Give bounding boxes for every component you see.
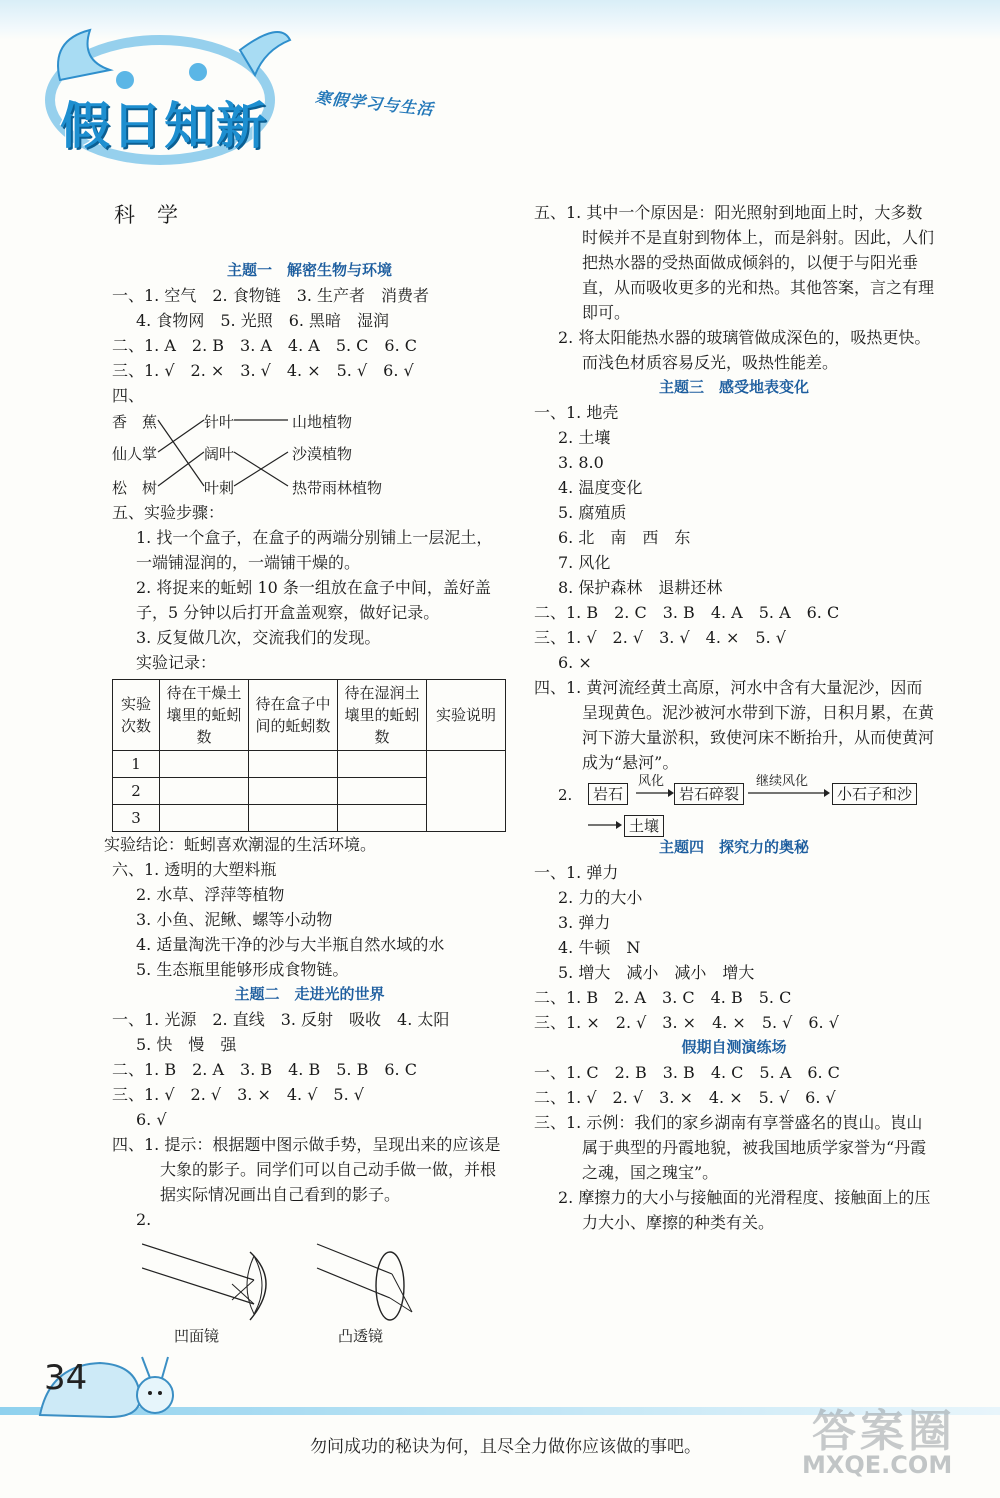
- record-label: 实验记录：: [136, 653, 217, 672]
- t4-q3: 三、1. × 2. √ 3. × 4. × 5. √ 6. √: [534, 1013, 839, 1032]
- t3-q1-5: 5. 腐殖质: [558, 503, 627, 522]
- t4-q1-5: 5. 增大 减小 减小 增大: [558, 963, 755, 982]
- theme3-title: 主题三 感受地表变化: [658, 378, 809, 396]
- t4-q1-3: 3. 弹力: [558, 913, 611, 932]
- t3-q1-3: 3. 8.0: [558, 453, 604, 472]
- t3-q1-1: 一、1. 地壳: [534, 403, 619, 422]
- footer-motto: 勿问成功的秘诀为何，且尽全力做你应该做的事吧。: [310, 1437, 701, 1457]
- table-cell: 1: [113, 751, 160, 778]
- t2-q2: 二、1. B 2. A 3. B 4. B 5. B 6. C: [112, 1060, 417, 1079]
- mirror-diagram: [112, 1232, 507, 1352]
- t3-q1-2: 2. 土壤: [558, 428, 611, 447]
- p-q3-2: 2. 摩擦力的大小与接触面的光滑程度、接触面上的压力大小、摩擦的种类有关。: [558, 1188, 931, 1232]
- t4-q1-4: 4. 牛顿 N: [558, 938, 641, 957]
- chain-rock: 岩石: [588, 783, 628, 805]
- plant-2: 仙人掌: [112, 445, 158, 463]
- table-header: 待在盒子中间的蚯蚓数: [249, 680, 338, 751]
- t1-q6-3: 3. 小鱼、泥鳅、螺等小动物: [136, 910, 333, 929]
- matching-diagram: [112, 408, 507, 500]
- t2-q4-2: 2.: [136, 1210, 152, 1229]
- t1-q5: 五、实验步骤：: [112, 503, 225, 522]
- table-cell: 2: [113, 778, 160, 805]
- left-column: [104, 200, 507, 1352]
- t1-q6-4: 4. 适量淘洗干净的沙与大半瓶自然水域的水: [136, 935, 445, 954]
- t1-q3: 三、1. √ 2. × 3. √ 4. × 5. √ 6. √: [112, 361, 414, 380]
- logo-title: 假日知新: [60, 97, 268, 155]
- t3-q2: 二、1. B 2. C 3. B 4. A 5. A 6. C: [534, 603, 840, 622]
- mirror-drawing: [142, 1232, 442, 1327]
- theme1-title: 主题一 解密生物与环境: [226, 261, 392, 279]
- t1-q4: 四、: [112, 386, 145, 405]
- t2-q4-1: 四、1. 提示：根据题中图示做手势，呈现出来的应该是大象的影子。同学们可以自己动手做一做，并根据实际情况画出自己看到的影子。: [112, 1135, 501, 1204]
- t1-q1b: 4. 食物网 5. 光照 6. 黑暗 湿润: [136, 311, 390, 330]
- leaf-2: 阔叶: [204, 445, 235, 463]
- t1-q2: 二、1. A 2. B 3. A 4. A 5. C 6. C: [112, 336, 418, 355]
- t2-q3b: 6. √: [136, 1110, 167, 1129]
- table-row: [113, 751, 506, 778]
- leaf-1: 针叶: [204, 413, 235, 431]
- t4-q1-2: 2. 力的大小: [558, 888, 643, 907]
- table-cell: 3: [113, 805, 160, 832]
- chain-stones: 小石子和沙: [832, 783, 917, 805]
- step-2: 2. 将捉来的蚯蚓 10 条一组放在盒子中间，盖好盖子，5 分钟以后打开盒盖观察，做好记录。: [136, 578, 491, 622]
- r-q5-2: 2. 将太阳能热水器的玻璃管做成深色的，吸热更快。而浅色材质容易反光，吸热性能差。: [558, 328, 931, 372]
- step-1: 1. 找一个盒子，在盒子的两端分别铺上一层泥土，一端铺湿润的，一端铺干燥的。: [136, 528, 493, 572]
- r-q5-1: 五、1. 其中一个原因是：阳光照射到地面上时，大多数时候并不是直射到物体上，而是斜射。因此，人们把热水器的受热面做成倾斜的，以便于与阳光垂直，从而吸收更多的光和热。其他答案，言之有理即可。: [534, 203, 935, 322]
- t1-q1a: 一、1. 空气 2. 食物链 3. 生产者 消费者: [112, 286, 430, 305]
- t3-q1-7: 7. 风化: [558, 553, 611, 572]
- table-header-row: [113, 680, 506, 751]
- convex-lens-label: 凸透镜: [338, 1327, 384, 1345]
- chain-weather: 风化: [638, 774, 665, 789]
- t3-q3a: 三、1. √ 2. √ 3. √ 4. × 5. √: [534, 628, 786, 647]
- subject-title: 科学: [114, 203, 200, 227]
- conclusion: 实验结论：蚯蚓喜欢潮湿的生活环境。: [104, 835, 377, 854]
- weathering-chain: [534, 774, 934, 835]
- type-3: 热带雨林植物: [292, 479, 383, 497]
- right-column: [534, 200, 934, 1235]
- chain-soil: 土壤: [624, 815, 664, 837]
- t1-q6-5: 5. 生态瓶里能够形成食物链。: [136, 960, 349, 979]
- step-3: 3. 反复做几次，交流我们的发现。: [136, 628, 381, 647]
- t2-q3a: 三、1. √ 2. √ 3. × 4. √ 5. √: [112, 1085, 364, 1104]
- t3-q4-1: 四、1. 黄河流经黄土高原，河水中含有大量泥沙，因而呈现黄色。泥沙被河水带到下游，日积月累，在黄河下游大量淤积，致使河床不断抬升，从而使黄河成为“悬河”。: [534, 678, 935, 772]
- theme4-title: 主题四 探究力的奥秘: [658, 838, 809, 856]
- logo-slogan: 寒假学习与生活: [314, 87, 435, 120]
- theme2-title: 主题二 走进光的世界: [234, 985, 385, 1003]
- p-q1: 一、1. C 2. B 3. B 4. C 5. A 6. C: [534, 1063, 840, 1082]
- brand-logo: [40, 10, 540, 170]
- t2-q1b: 5. 快 慢 强: [136, 1035, 237, 1054]
- chain-number: 2.: [558, 786, 573, 804]
- t2-q1a: 一、1. 光源 2. 直线 3. 反射 吸收 4. 太阳: [112, 1010, 450, 1029]
- t4-q1-1: 一、1. 弹力: [534, 863, 619, 882]
- watermark: [802, 1395, 956, 1479]
- page-number: 34: [44, 1358, 88, 1398]
- type-1: 山地植物: [292, 413, 353, 431]
- type-2: 沙漠植物: [292, 445, 353, 463]
- t3-q1-4: 4. 温度变化: [558, 478, 643, 497]
- p-q3-1: 三、1. 示例：我们的家乡湖南有享誉盛名的崀山。崀山属于典型的丹霞地貌，被我国地质学家誉为“丹霞之魂，国之瑰宝”。: [534, 1113, 927, 1182]
- plant-3: 松 树: [112, 479, 158, 497]
- table-header: 实验次数: [113, 680, 160, 751]
- table-header: 待在干燥土壤里的蚯蚓数: [160, 680, 249, 751]
- table-header: 实验说明: [427, 680, 506, 751]
- table-header: 待在湿润土壤里的蚯蚓数: [338, 680, 427, 751]
- concave-mirror-label: 凹面镜: [174, 1327, 220, 1345]
- chain-continue: 继续风化: [756, 774, 809, 789]
- t1-q6-2: 2. 水草、浮萍等植物: [136, 885, 285, 904]
- record-table: [112, 679, 506, 832]
- practice-title: 假期自测演练场: [681, 1038, 787, 1056]
- watermark-text: 答案圈: [812, 1406, 956, 1457]
- chain-broken: 岩石碎裂: [674, 783, 744, 805]
- t3-q1-6: 6. 北 南 西 东: [558, 528, 691, 547]
- plant-1: 香 蕉: [112, 413, 158, 431]
- t4-q2: 二、1. B 2. A 3. C 4. B 5. C: [534, 988, 792, 1007]
- t3-q1-8: 8. 保护森林 退耕还林: [558, 578, 723, 597]
- leaf-3: 叶刺: [204, 479, 235, 497]
- t1-q6-1: 六、1. 透明的大塑料瓶: [112, 860, 277, 879]
- t3-q3b: 6. ×: [558, 653, 592, 672]
- p-q2: 二、1. √ 2. √ 3. × 4. × 5. √ 6. √: [534, 1088, 836, 1107]
- watermark-url: MXQE.COM: [802, 1451, 953, 1479]
